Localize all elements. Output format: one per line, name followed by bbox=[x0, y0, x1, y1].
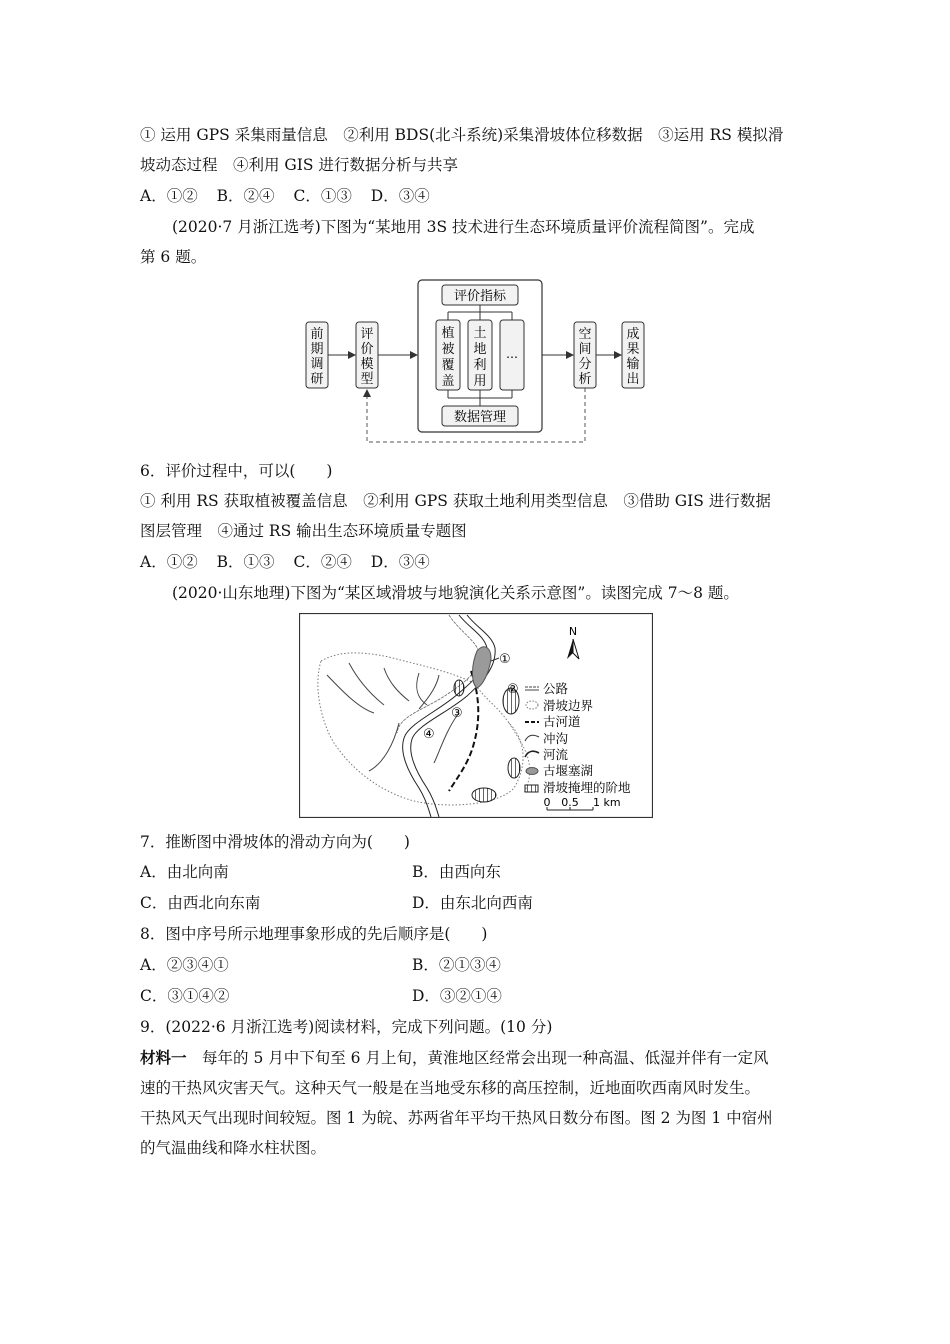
box5-char: 出 bbox=[626, 372, 640, 387]
q9-material-line2: 速的干热风灾害天气。这种天气一般是在当地受东移的高压控制，近地面吹西南风时发生。 bbox=[140, 1079, 761, 1097]
box4-char: 析 bbox=[578, 372, 592, 387]
box1-char: 研 bbox=[310, 372, 324, 387]
intro6-line1: (2020·7 月浙江选考)下图为“某地用 3S 技术进行生态环境质量评价流程简图”。完成 bbox=[172, 218, 755, 236]
legend-river: 河流 bbox=[543, 747, 569, 762]
col1-char: 盖 bbox=[441, 374, 455, 389]
q8-option-d[interactable]: D．③②①④ bbox=[412, 987, 502, 1005]
buried-terrace bbox=[454, 680, 464, 696]
box1-char: 期 bbox=[310, 342, 324, 357]
q7-stem: 7．推断图中滑坡体的滑动方向为( ) bbox=[140, 833, 410, 851]
col1-char: 被 bbox=[441, 342, 455, 357]
q9-material-line4: 的气温曲线和降水柱状图。 bbox=[140, 1139, 327, 1157]
flowchart-3s bbox=[300, 276, 660, 448]
q7-option-b[interactable]: B．由西向东 bbox=[412, 863, 501, 881]
q5-statements-line1: ① 运用 GPS 采集雨量信息 ②利用 BDS(北斗系统)采集滑坡体位移数据 ③运用 RS 模拟滑 bbox=[140, 126, 784, 144]
q5-option-d[interactable]: D．③④ bbox=[370, 187, 430, 205]
q6-option-a[interactable]: A．①② bbox=[140, 553, 198, 571]
q6-statements-line1: ① 利用 RS 获取植被覆盖信息 ②利用 GPS 获取土地利用类型信息 ③借助 GIS 进行数据 bbox=[140, 492, 771, 510]
q9-stem: 9．(2022·6 月浙江选考)阅读材料，完成下列问题。(10 分) bbox=[140, 1018, 553, 1036]
legend-ancient-channel: 古河道 bbox=[543, 714, 581, 729]
legend-landslide-boundary: 滑坡边界 bbox=[543, 698, 594, 713]
col2-char: 土 bbox=[473, 326, 487, 341]
marker-4: ④ bbox=[423, 727, 435, 742]
marker-3: ③ bbox=[451, 706, 463, 721]
q8-option-b[interactable]: B．②①③④ bbox=[412, 956, 501, 974]
box5-char: 成 bbox=[626, 327, 640, 342]
q7-option-c[interactable]: C．由西北向东南 bbox=[140, 894, 261, 912]
q5-option-a[interactable]: A．①② bbox=[140, 187, 198, 205]
box1-char: 前 bbox=[310, 327, 324, 342]
box5-char: 输 bbox=[626, 357, 640, 372]
q8-option-c[interactable]: C．③①④② bbox=[140, 987, 230, 1005]
col2-char: 用 bbox=[473, 374, 487, 389]
box2-char: 型 bbox=[360, 372, 374, 387]
q7-option-d[interactable]: D．由东北向西南 bbox=[412, 894, 533, 912]
marker-2: ② bbox=[507, 682, 519, 697]
q8-stem: 8．图中序号所示地理事象形成的先后顺序是( ) bbox=[140, 925, 488, 943]
q6-stem: 6．评价过程中，可以( ) bbox=[140, 462, 333, 480]
box2-char: 模 bbox=[360, 357, 374, 372]
col2-char: 地 bbox=[473, 342, 487, 357]
scale-tick: 1 km bbox=[593, 796, 621, 809]
box5-char: 果 bbox=[626, 342, 640, 357]
q6-option-d[interactable]: D．③④ bbox=[370, 553, 430, 571]
box4-char: 间 bbox=[578, 342, 592, 357]
buried-terrace bbox=[472, 788, 496, 802]
q6-option-b[interactable]: B．①③ bbox=[216, 553, 275, 571]
q6-statements-line2: 图层管理 ④通过 RS 输出生态环境质量专题图 bbox=[140, 522, 467, 540]
top-label: 评价指标 bbox=[453, 289, 507, 304]
q5-options bbox=[140, 186, 444, 206]
q5-option-b[interactable]: B．②④ bbox=[216, 187, 275, 205]
legend-road: 公路 bbox=[543, 681, 569, 696]
material-label: 材料一 bbox=[140, 1048, 187, 1067]
buried-terrace bbox=[508, 758, 520, 778]
box2-char: 价 bbox=[360, 342, 374, 357]
q9-material-line3: 干热风天气出现时间较短。图 1 为皖、苏两省年平均干热风日数分布图。图 2 为图 1 中宿州 bbox=[140, 1109, 773, 1127]
col3-ellipsis: … bbox=[506, 347, 518, 361]
q8-option-a[interactable]: A．②③④① bbox=[140, 956, 229, 974]
q6-options bbox=[140, 552, 444, 572]
col1-char: 覆 bbox=[441, 358, 455, 373]
box4-char: 分 bbox=[578, 357, 592, 372]
col1-char: 植 bbox=[441, 326, 455, 341]
legend-buried-terrace: 滑坡掩埋的阶地 bbox=[543, 780, 631, 795]
landslide-map bbox=[299, 613, 653, 818]
q5-statements-line2: 坡动态过程 ④利用 GIS 进行数据分析与共享 bbox=[140, 156, 458, 174]
box2-char: 评 bbox=[360, 327, 374, 342]
north-label: N bbox=[568, 625, 578, 638]
marker-1: ① bbox=[499, 652, 511, 667]
intro6-line2: 第 6 题。 bbox=[140, 248, 207, 266]
q9-material-line1 bbox=[140, 1048, 768, 1068]
material-text: 每年的 5 月中下旬至 6 月上旬，黄淮地区经常会出现一种高温、低湿并伴有一定风 bbox=[186, 1049, 769, 1067]
box4-char: 空 bbox=[578, 327, 592, 342]
scale-tick: 0.5 bbox=[561, 796, 579, 809]
bottom-label: 数据管理 bbox=[453, 410, 507, 425]
intro78-line1: (2020·山东地理)下图为“某区域滑坡与地貌演化关系示意图”。读图完成 7～8 题。 bbox=[172, 584, 739, 602]
scale-tick: 0 bbox=[543, 796, 551, 809]
q6-option-c[interactable]: C．②④ bbox=[293, 553, 352, 571]
box1-char: 调 bbox=[310, 357, 324, 372]
q7-option-a[interactable]: A．由北向南 bbox=[140, 863, 229, 881]
legend-gully: 冲沟 bbox=[543, 731, 569, 746]
q5-option-c[interactable]: C．①③ bbox=[293, 187, 352, 205]
col2-char: 利 bbox=[473, 358, 487, 373]
legend-dammed-lake: 古堰塞湖 bbox=[543, 763, 594, 778]
